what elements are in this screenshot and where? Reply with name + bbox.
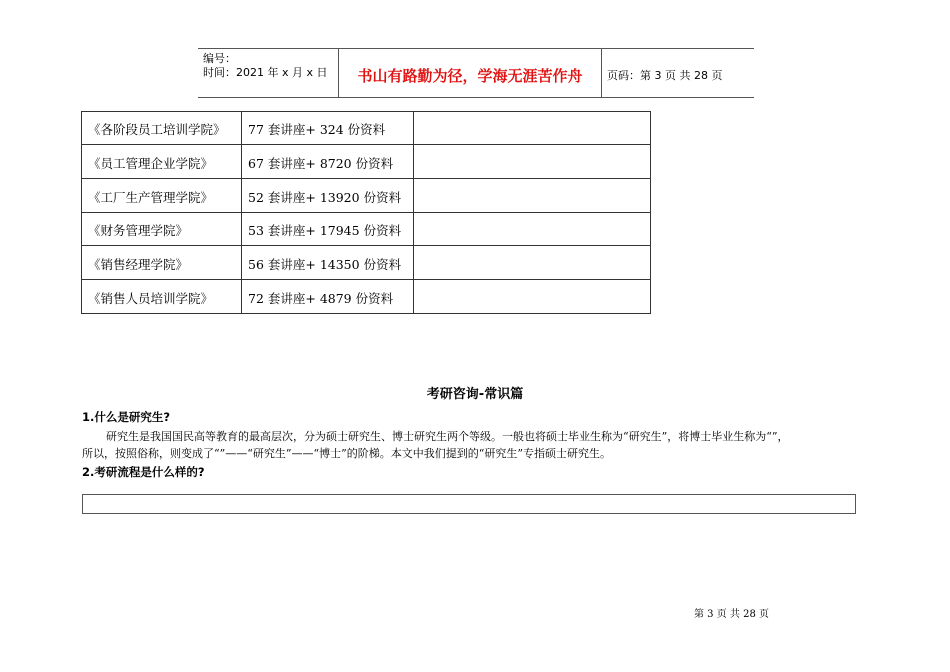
table-cell: 《员工管理企业学院》	[82, 145, 242, 179]
course-table	[81, 111, 651, 314]
table-cell: 77 套讲座+ 324 份资料	[242, 112, 414, 145]
page-header	[198, 48, 754, 98]
article-title: 考研咨询-常识篇	[426, 387, 524, 402]
table-cell	[414, 246, 651, 280]
table-row	[82, 112, 651, 145]
motto-text: 书山有路勤为径，学海无涯苦作舟	[357, 67, 583, 85]
question-1: 1.什么是研究生?	[82, 410, 171, 424]
table-cell: 《销售经理学院》	[82, 246, 242, 280]
table-cell: 《销售人员培训学院》	[82, 280, 242, 314]
table-cell	[414, 112, 651, 145]
table-cell	[414, 179, 651, 213]
table-cell	[414, 280, 651, 314]
empty-content-box	[82, 494, 856, 514]
question-2: 2.考研流程是什么样的?	[82, 465, 205, 479]
page-info: 页码：第 3 页 共 28 页	[607, 69, 723, 82]
table-cell: 53 套讲座+ 17945 份资料	[242, 213, 414, 246]
table-row	[82, 246, 651, 280]
table-row	[82, 179, 651, 213]
table-cell: 56 套讲座+ 14350 份资料	[242, 246, 414, 280]
table-cell	[414, 145, 651, 179]
table-cell: 《财务管理学院》	[82, 213, 242, 246]
table-row	[82, 213, 651, 246]
header-motto-cell	[338, 49, 602, 97]
header-right-cell	[601, 49, 754, 97]
page-footer: 第 3 页 共 28 页	[694, 609, 769, 620]
time-label: 时间：2021 年 x 月 x 日	[203, 66, 328, 79]
table-row	[82, 280, 651, 314]
header-left-cell	[198, 49, 338, 97]
table-row	[82, 145, 651, 179]
table-cell: 67 套讲座+ 8720 份资料	[242, 145, 414, 179]
answer-1-line-1: 研究生是我国国民高等教育的最高层次，分为硕士研究生、博士研究生两个等级。一般也将硕士毕业生称为“研究生”，将博士毕业生称为“”，	[106, 430, 789, 443]
table-cell: 《工厂生产管理学院》	[82, 179, 242, 213]
table-cell: 52 套讲座+ 13920 份资料	[242, 179, 414, 213]
table-cell: 《各阶段员工培训学院》	[82, 112, 242, 145]
answer-1-paragraph	[82, 428, 860, 462]
answer-1-line-2: 所以，按照俗称，则变成了“”——“研究生”——“博士”的阶梯。本文中我们提到的“研究生”专指硕士研究生。	[82, 447, 611, 460]
table-cell	[414, 213, 651, 246]
serial-label: 编号：	[203, 52, 236, 65]
table-cell: 72 套讲座+ 4879 份资料	[242, 280, 414, 314]
